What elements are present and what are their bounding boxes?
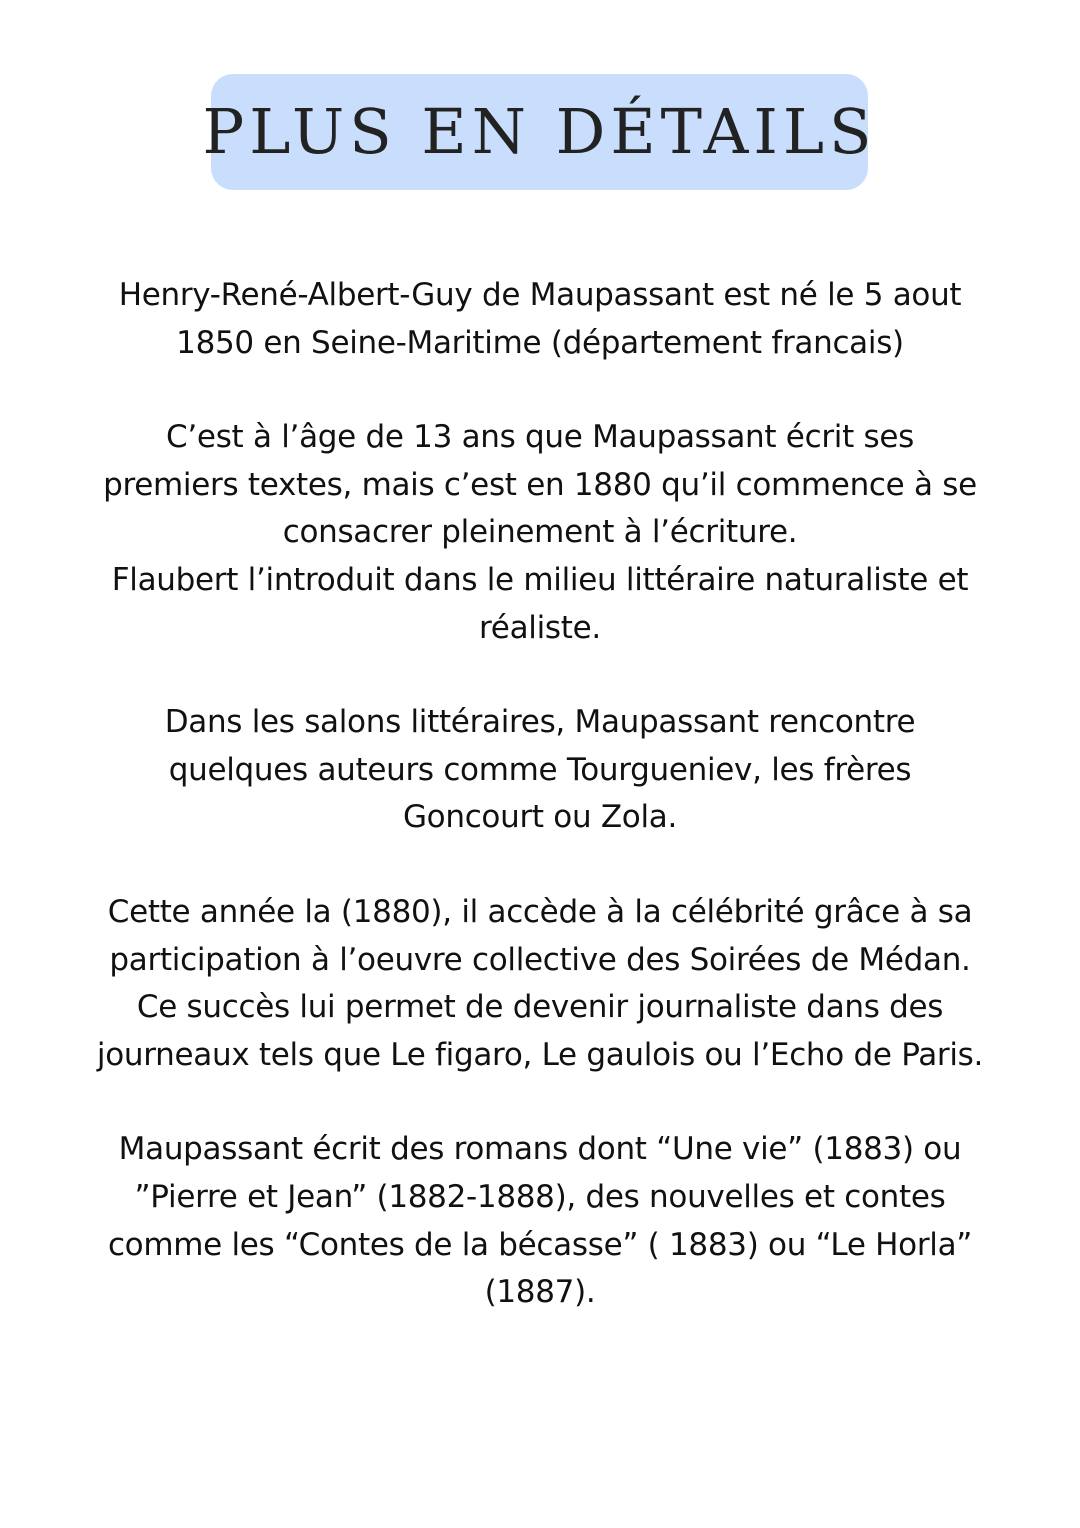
text-line: Ce succès lui permet de devenir journaliste dans des: [136, 989, 944, 1026]
text-line: Henry-René-Albert-Guy de Maupassant est né le 5 aout: [118, 277, 962, 313]
text-line: ”Pierre et Jean” (1882-1888), des nouvelles et contes: [134, 1178, 946, 1215]
text-line: participation à l’oeuvre collective des Soirées de Médan.: [109, 941, 971, 978]
text-line: comme les “Contes de la bécasse” ( 1883) ou “Le Horla”: [107, 1226, 973, 1263]
paragraph-fame: [40, 889, 1040, 1079]
text-line: Dans les salons littéraires, Maupassant rencontre: [164, 704, 916, 741]
text-line: quelques auteurs comme Tourgueniev, les frères: [168, 751, 912, 788]
text-line: C’est à l’âge de 13 ans que Maupassant écrit ses: [166, 419, 914, 456]
text-line: consacrer pleinement à l’écriture.: [282, 514, 798, 551]
paragraph-salons: [40, 699, 1040, 842]
title-banner: [202, 74, 877, 190]
paragraph-works: [40, 1126, 1040, 1316]
body-text: [40, 272, 1040, 1364]
text-line: réaliste.: [479, 609, 601, 646]
text-line: Goncourt ou Zola.: [402, 799, 678, 836]
text-line: Cette année la (1880), il accède à la célébrité grâce à sa: [107, 893, 973, 930]
paragraph-birth: [40, 272, 1040, 367]
page-title: PLUS EN DÉTAILS: [202, 95, 877, 168]
text-line: 1850 en Seine-Maritime (département francais): [176, 324, 904, 361]
paragraph-early-writing: [40, 414, 1040, 652]
text-line: journeaux tels que Le figaro, Le gaulois ou l’Echo de Paris.: [96, 1036, 984, 1073]
text-line: premiers textes, mais c’est en 1880 qu’il commence à se: [103, 466, 977, 503]
text-line: Flaubert l’introduit dans le milieu littéraire naturaliste et: [111, 561, 969, 598]
text-line: Maupassant écrit des romans dont “Une vie” (1883) ou: [118, 1131, 962, 1168]
text-line: (1887).: [484, 1274, 596, 1311]
